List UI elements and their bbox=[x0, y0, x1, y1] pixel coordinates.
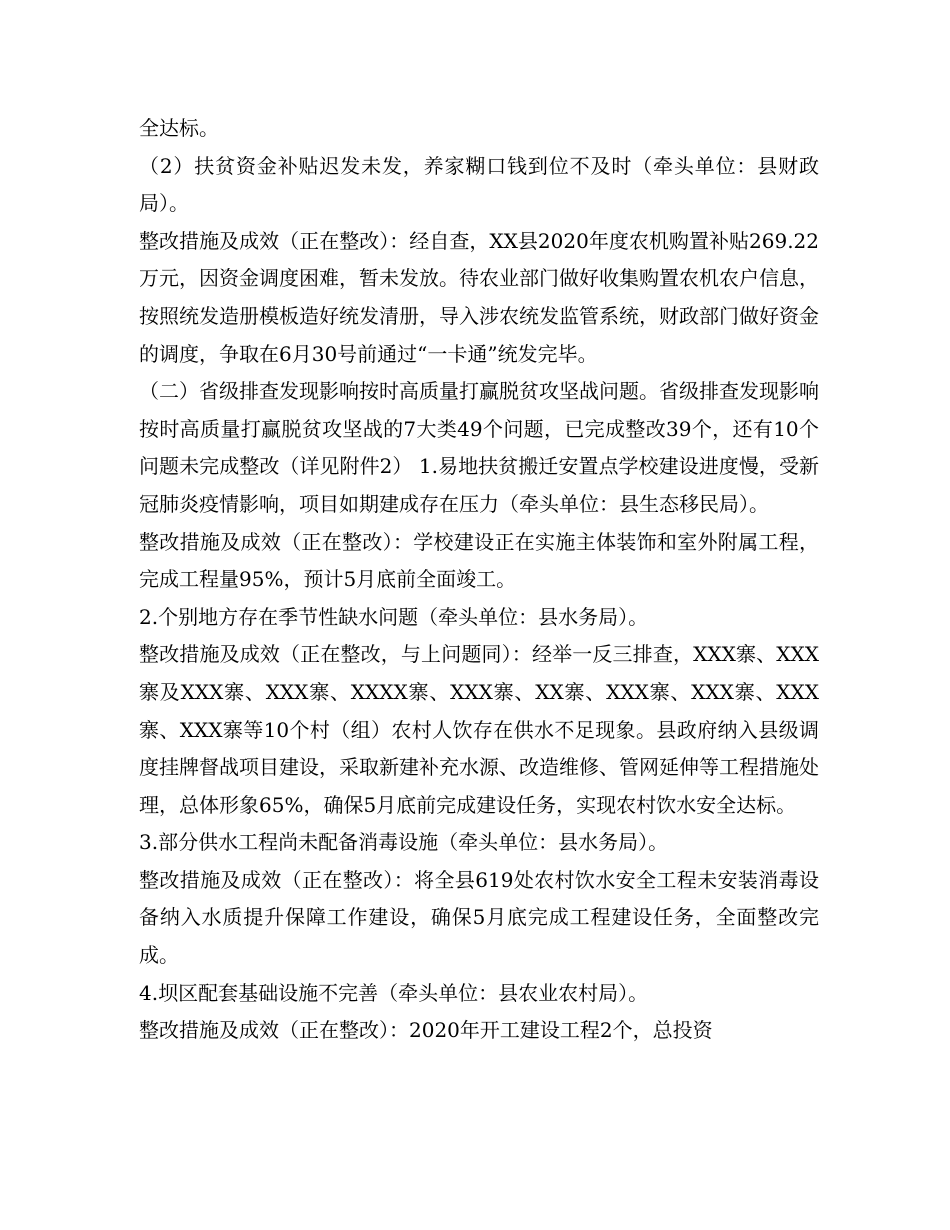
paragraph-continuation: 全达标。 bbox=[139, 116, 219, 140]
paragraph-measure-water-shortage: 整改措施及成效（正在整改，与上问题同）：经举一反三排查，XXX寨、XXX寨及XXX寨、XXX寨、XXXX寨、XXX寨、XX寨、XXX寨、XXX寨、XXX寨、XXX寨等10个村（组）农村人饮存在供水不足现象。县政府纳入县级调度挂牌督战项目建设，采取新建补充水源、改造维修、管网延伸等工程措施处理，总体形象65%，确保5月底前完成建设任务，实现农村饮水安全达标。 bbox=[139, 642, 819, 817]
paragraph-measure-school: 整改措施及成效（正在整改）：学校建设正在实施主体装饰和室外附属工程，完成工程量95%，预计5月底前全面竣工。 bbox=[139, 529, 819, 592]
document-page bbox=[139, 110, 819, 1050]
paragraph-issue-2: （2）扶贫资金补贴迟发未发，养家糊口钱到位不及时（牵头单位：县财政局）。 bbox=[139, 153, 819, 216]
paragraph-issue-disinfection: 3.部分供水工程尚未配备消毒设施（牵头单位：县水务局）。 bbox=[139, 830, 669, 855]
paragraph-issue-water-shortage: 2.个别地方存在季节性缺水问题（牵头单位：县水务局）。 bbox=[139, 604, 649, 629]
paragraph-issue-dam-area: 4.坝区配套基础设施不完善（牵头单位：县农业农村局）。 bbox=[139, 980, 649, 1005]
paragraph-section-2-heading: （二）省级排查发现影响按时高质量打赢脱贫攻坚战问题。省级排查发现影响按时高质量打赢脱贫攻坚战的7大类49个问题，已完成整改39个，还有10个问题未完成整改（详见附件2） 1.易地扶贫搬迁安置点学校建设进度慢，受新冠肺炎疫情影响，项目如期建成存在压力（牵头单位：县生态移民局）。 bbox=[139, 379, 819, 516]
paragraph-measure-dam-area: 整改措施及成效（正在整改）：2020年开工建设工程2个，总投资 bbox=[139, 1018, 713, 1043]
paragraph-measure-disinfection: 整改措施及成效（正在整改）：将全县619处农村饮水安全工程未安装消毒设备纳入水质提升保障工作建设，确保5月底完成工程建设任务，全面整改完成。 bbox=[139, 867, 819, 968]
paragraph-measure-2: 整改措施及成效（正在整改）：经自查，XX县2020年度农机购置补贴269.22万元，因资金调度困难，暂未发放。待农业部门做好收集购置农机农户信息，按照统发造册模板造好统发清册，导入涉农统发监管系统，财政部门做好资金的调度，争取在6月30号前通过“一卡通”统发完毕。 bbox=[139, 228, 819, 366]
